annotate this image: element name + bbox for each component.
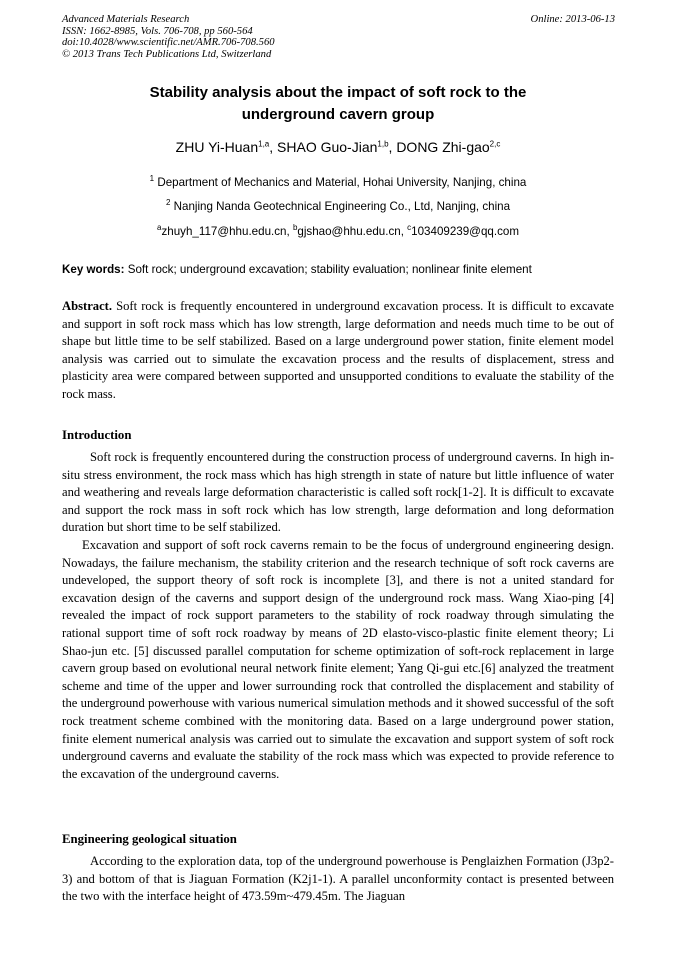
email-line xyxy=(62,225,614,239)
journal-name: Advanced Materials Research xyxy=(62,14,190,25)
author-superscript: 2,c xyxy=(489,139,501,149)
affiliation-text: Department of Mechanics and Material, Hohai University, Nanjing, china xyxy=(157,176,527,189)
abstract-text: Soft rock is frequently encountered in underground excavation process. It is difficult to excavate and support in soft rock mass which has low strength, large deformation and needs much time to be out of shape but little time to be self stabilized. Based on a large underground power station, finite element model analysis was carried out to simulate the excavation process and the results of displacement, stress and plasticity area were compared between supported and unsupported conditions to evaluate the stability of the rock mass. xyxy=(62,299,614,401)
affiliation-text: Nanjing Nanda Geotechnical Engineering Co., Ltd, Nanjing, china xyxy=(173,200,511,213)
email-link[interactable]: zhuyh_117@hhu.edu.cn, xyxy=(161,225,290,238)
introduction-paragraph-2: Excavation and support of soft rock caverns remain to be the focus of underground engineering design. Nowadays, the failure mechanism, the stability criterion and the research technique of soft rock caverns are undeveloped, the support theory of soft rock is incomplete [3], and there is not a united standard for excavation design of the caverns and support design of the underground rock mass. Wang Xiao-ping [4] revealed the impact of rock support parameters to the stability of rock roadway through simulating the rational support time of soft rock roadway by means of 2D elasto-visco-plastic finite element theory; Li Shao-jun etc. [5] discussed parallel computation for scheme optimization of soft-rock replacement in large cavern group based on evolutional neural network finite element; Yang Qi-gui etc.[6] analyzed the treatment scheme and time of the upper and lower surrounding rock that controlled the displacement and stability of the underground powerhouse with various numerical simulation methods and it showed successful of the soft rock treatment scheme combined with the monitoring data. Based on a large underground power station, finite element numerical analysis was carried out to simulate the excavation and support system of soft rock underground caverns and evaluate the stability of the rock mass which was expected to provide reference to the excavation of the underground caverns. xyxy=(62,537,614,781)
author-name: DONG Zhi-gao xyxy=(396,139,490,155)
geology-paragraph-1: According to the exploration data, top of the underground powerhouse is Penglaizhen Formation (J3p2-3) and bottom of that is Jiaguan Formation (K2j1-1). A parallel unconformity contact is presented between the two with the interface height of 473.59m~479.45m. The Jiaguan xyxy=(62,854,614,904)
paper-title-line-1: Stability analysis about the impact of soft rock to the xyxy=(149,84,527,101)
journal-issn: ISSN: 1662-8985, Vols. 706-708, pp 560-564 xyxy=(62,25,253,37)
introduction-paragraph-1: Soft rock is frequently encountered during the construction process of underground caverns. In high in-situ stress environment, the rock mass which has high strength in state of nature but little influence of water and weathering and reveals large deformation characteristic is called soft rock[1-2]. It is difficult to excavate and support the rock mass in soft rock which has low strength, large deformation and long deformation duration but short time to be self stabilized. xyxy=(62,450,614,535)
email-link[interactable]: gjshao@hhu.edu.cn, xyxy=(297,225,404,238)
author-superscript: 1,b xyxy=(377,139,389,149)
affiliation-superscript: 1 xyxy=(149,174,155,184)
geology-body xyxy=(62,853,614,906)
journal-doi: doi:10.4028/www.scientific.net/AMR.706-708.560 xyxy=(62,37,275,48)
author-name: ZHU Yi-Huan xyxy=(175,139,259,155)
email-superscript: b xyxy=(292,223,298,233)
keywords-label: Key words: xyxy=(62,263,125,276)
paper-title-line-2: underground cavern group xyxy=(241,106,435,123)
abstract-label: Abstract. xyxy=(62,299,113,313)
affiliation-1 xyxy=(62,176,614,190)
section-heading-geology: Engineering geological situation xyxy=(62,832,237,846)
email-link[interactable]: 103409239@qq.com xyxy=(411,225,519,238)
keywords xyxy=(62,263,622,277)
journal-header xyxy=(62,14,275,60)
author-list: ZHU Yi-Huan$^{1,a}$, SHAO Guo-Jian$^{1,b}$, DONG Zhi-gao$^{2,c}$ xyxy=(175,139,501,155)
email-superscript: a xyxy=(157,223,162,233)
affiliation-2 xyxy=(62,200,614,214)
paper-title xyxy=(62,82,614,126)
author-name: SHAO Guo-Jian xyxy=(277,139,378,155)
journal-copyright: © 2013 Trans Tech Publications Ltd, Switzerland xyxy=(62,48,272,60)
abstract xyxy=(62,298,614,404)
online-date: Online: 2013-06-13 xyxy=(530,14,615,25)
email-superscript: c xyxy=(407,223,412,233)
author-superscript: 1,a xyxy=(258,139,270,149)
affiliation-superscript: 2 xyxy=(165,198,171,208)
section-heading-introduction: Introduction xyxy=(62,428,132,442)
introduction-body xyxy=(62,449,614,783)
keywords-text: Soft rock; underground excavation; stability evaluation; nonlinear finite element xyxy=(127,263,532,276)
